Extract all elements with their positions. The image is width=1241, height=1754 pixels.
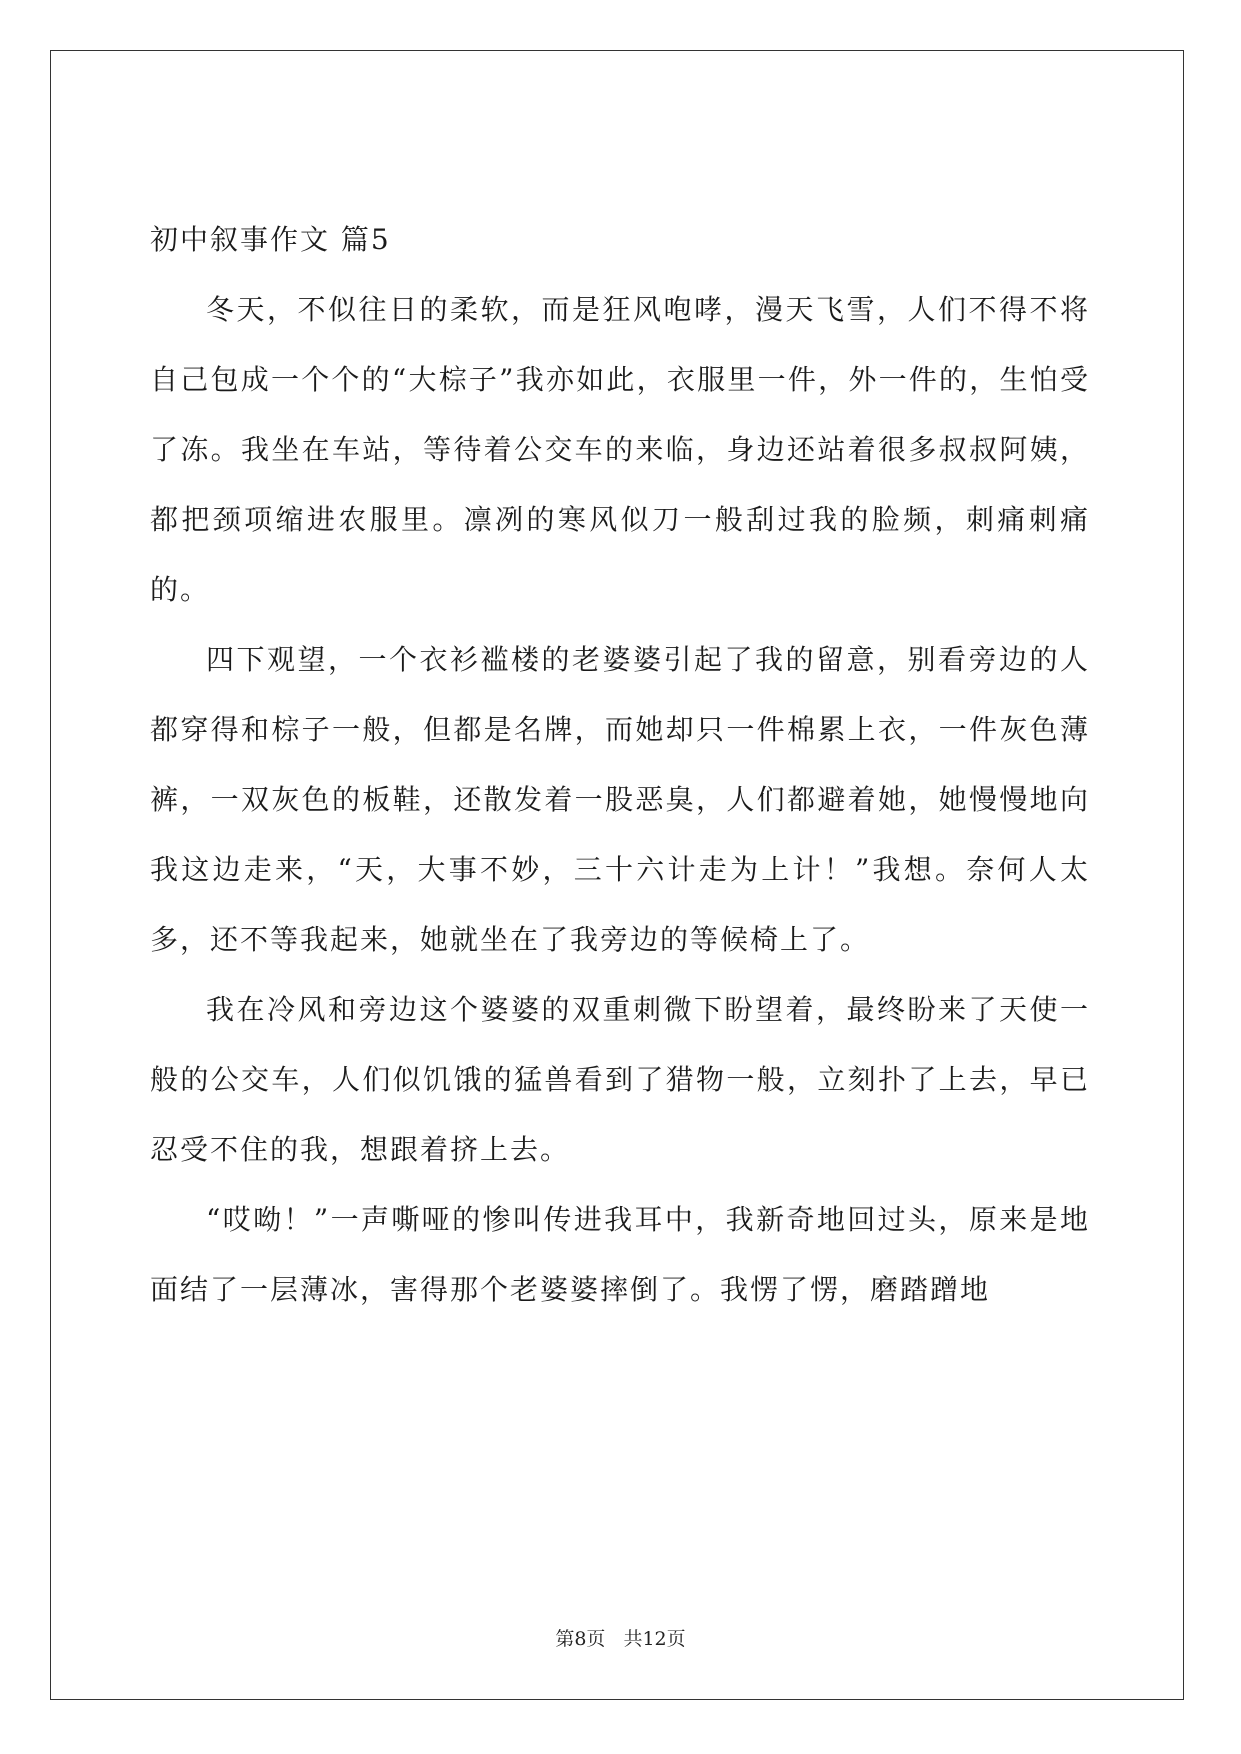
page-number: 第8页 <box>555 1628 606 1650</box>
paragraph: 冬天，不似往日的柔软，而是狂风咆哮，漫天飞雪，人们不得不将自己包成一个个的“大棕子”我亦如此，衣服里一件，外一件的，生怕受了冻。我坐在车站，等待着公交车的来临，身边还站着很多叔叔阿姨，都把颈项缩进农服里。凛冽的寒风似刀一般刮过我的脸频，刺痛刺痛的。 <box>150 293 1090 606</box>
paragraph: 四下观望，一个衣衫褴楼的老婆婆引起了我的留意，别看旁边的人都穿得和棕子一般，但都是名牌，而她却只一件棉累上衣，一件灰色薄裤，一双灰色的板鞋，还散发着一股恶臭，人们都避着她，她慢慢地向我这边走来，“天，大事不妙，三十六计走为上计！”我想。奈何人太多，还不等我起来，她就坐在了我旁边的等候椅上了。 <box>150 643 1090 956</box>
document-title: 初中叙事作文 篇5 <box>150 223 391 256</box>
document-body <box>150 205 1090 1325</box>
page-footer <box>0 1624 1241 1651</box>
page-total: 共12页 <box>623 1628 686 1650</box>
paragraph: “哎呦！”一声嘶哑的惨叫传进我耳中，我新奇地回过头，原来是地面结了一层薄冰，害得那个老婆婆摔倒了。我愣了愣，磨踏蹭地 <box>150 1203 1090 1306</box>
paragraph: 我在冷风和旁边这个婆婆的双重刺微下盼望着，最终盼来了天使一般的公交车，人们似饥饿的猛兽看到了猎物一般，立刻扑了上去，早已忍受不住的我，想跟着挤上去。 <box>150 993 1090 1166</box>
